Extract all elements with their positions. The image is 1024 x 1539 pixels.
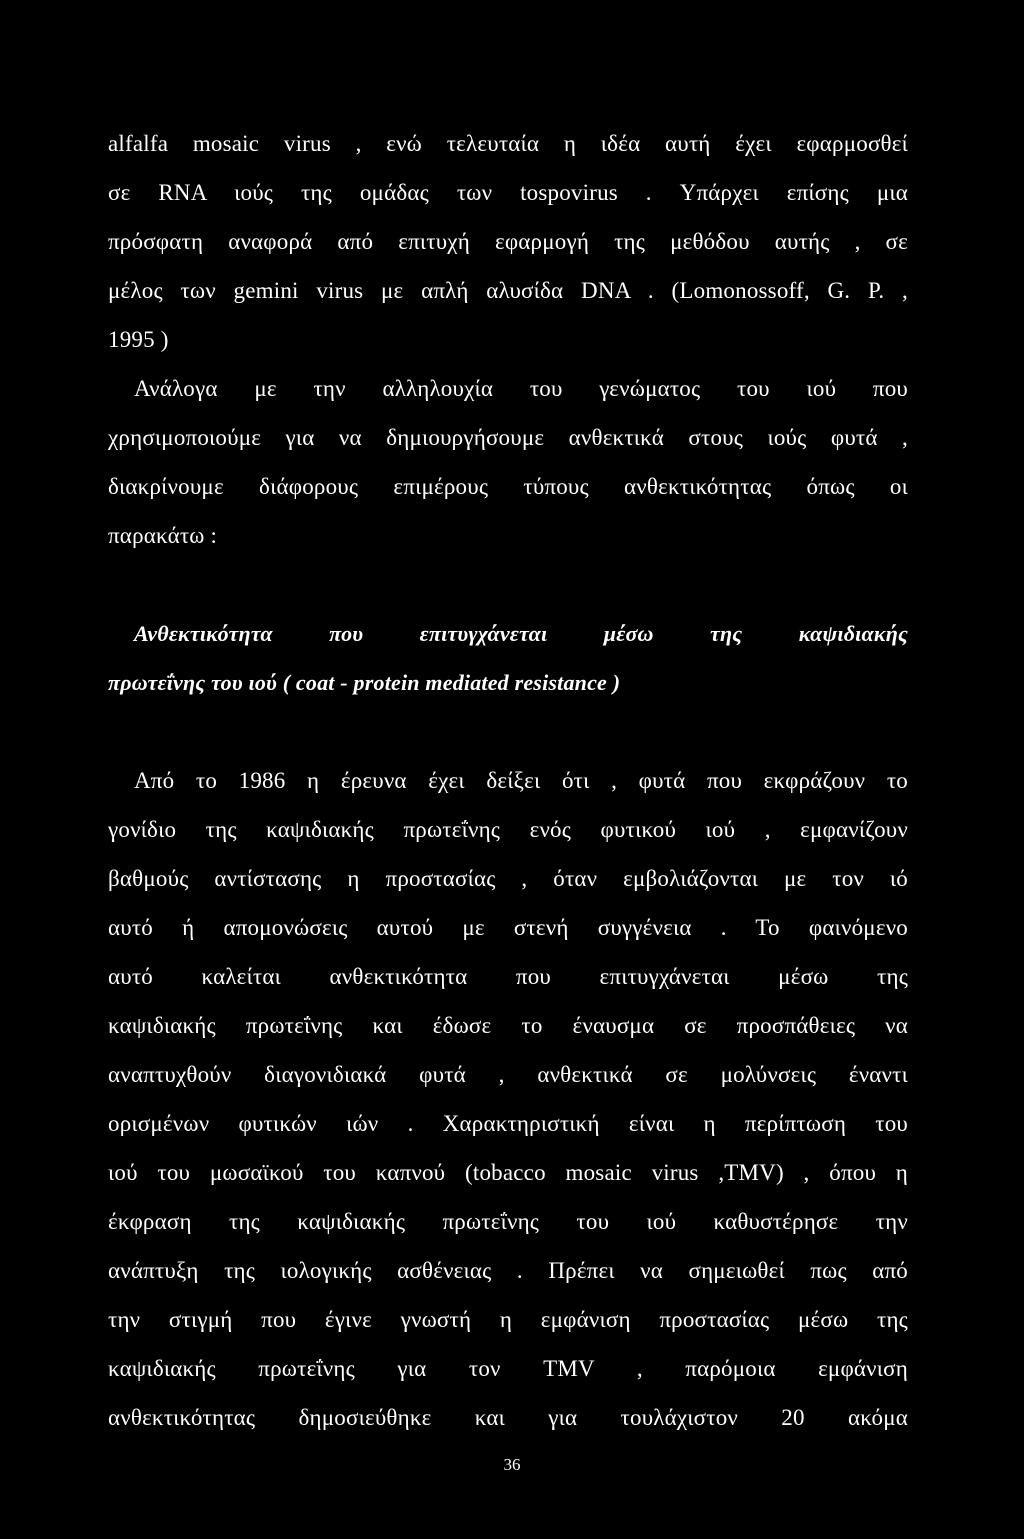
paragraph-3-line-2: γονίδιο της καψιδιακής πρωτεΐνης ενός φυτικού ιού , εμφανίζουν [108, 817, 908, 842]
paragraph-2-line-2: χρησιμοποιούμε για να δημιουργήσουμε ανθεκτικά στους ιούς φυτά , [108, 425, 908, 450]
paragraph-1-line-3: πρόσφατη αναφορά από επιτυχή εφαρμογή της μεθόδου αυτής , σε [108, 229, 908, 254]
paragraph-3-line-1: Από το 1986 η έρευνα έχει δείξει ότι , φυτά που εκφράζουν το [134, 768, 908, 793]
paragraph-3-line-11: ανάπτυξη της ιολογικής ασθένειας . Πρέπει να σημειωθεί πως από [108, 1258, 908, 1283]
paragraph-2-line-4: παρακάτω : [108, 523, 218, 548]
section-heading-line-2: πρωτεΐνης του ιού ( coat - protein mediated resistance ) [108, 670, 621, 695]
paragraph-3-line-8: ορισμένων φυτικών ιών . Χαρακτηριστική είναι η περίπτωση του [108, 1111, 908, 1136]
paragraph-3-line-10: έκφραση της καψιδιακής πρωτεΐνης του ιού καθυστέρησε την [108, 1209, 908, 1234]
paragraph-3-line-13: καψιδιακής πρωτεΐνης για τον TMV , παρόμοια εμφάνιση [108, 1356, 908, 1381]
paragraph-2-line-1: Ανάλογα με την αλληλουχία του γενώματος του ιού που [134, 376, 908, 401]
paragraph-3-line-6: καψιδιακής πρωτεΐνης και έδωσε το έναυσμα σε προσπάθειες να [108, 1013, 908, 1038]
paragraph-2-line-3: διακρίνουμε διάφορους επιμέρους τύπους ανθεκτικότητας όπως οι [108, 474, 908, 499]
paragraph-1-line-5: 1995 ) [108, 327, 169, 352]
paragraph-3-line-4: αυτό ή απομονώσεις αυτού με στενή συγγένεια . Το φαινόμενο [108, 915, 908, 940]
paragraph-3-line-5: αυτό καλείται ανθεκτικότητα που επιτυγχάνεται μέσω της [108, 964, 908, 989]
paragraph-1-line-2: σε RNA ιούς της ομάδας των tospovirus . Υπάρχει επίσης μια [108, 180, 908, 205]
paragraph-3-line-9: ιού του μωσαϊκού του καπνού (tobacco mosaic virus ,TMV) , όπου η [108, 1160, 908, 1185]
paragraph-1-line-1: alfalfa mosaic virus , ενώ τελευταία η ιδέα αυτή έχει εφαρμοσθεί [108, 131, 908, 156]
paragraph-1-line-4: μέλος των gemini virus με απλή αλυσίδα DNA . (Lomonossoff, G. P. , [108, 278, 908, 303]
section-heading-line-1: Ανθεκτικότητα που επιτυγχάνεται μέσω της καψιδιακής [134, 621, 908, 646]
paragraph-3-line-14: ανθεκτικότητας δημοσιεύθηκε και για τουλάχιστον 20 ακόμα [108, 1405, 908, 1430]
paragraph-3-line-7: αναπτυχθούν διαγονιδιακά φυτά , ανθεκτικά σε μολύνσεις έναντι [108, 1062, 908, 1087]
paragraph-3-line-3: βαθμούς αντίστασης η προστασίας , όταν εμβολιάζονται με τον ιό [108, 866, 908, 891]
paragraph-3-line-12: την στιγμή που έγινε γνωστή η εμφάνιση προστασίας μέσω της [108, 1307, 908, 1332]
page-number: 36 [503, 1455, 521, 1474]
